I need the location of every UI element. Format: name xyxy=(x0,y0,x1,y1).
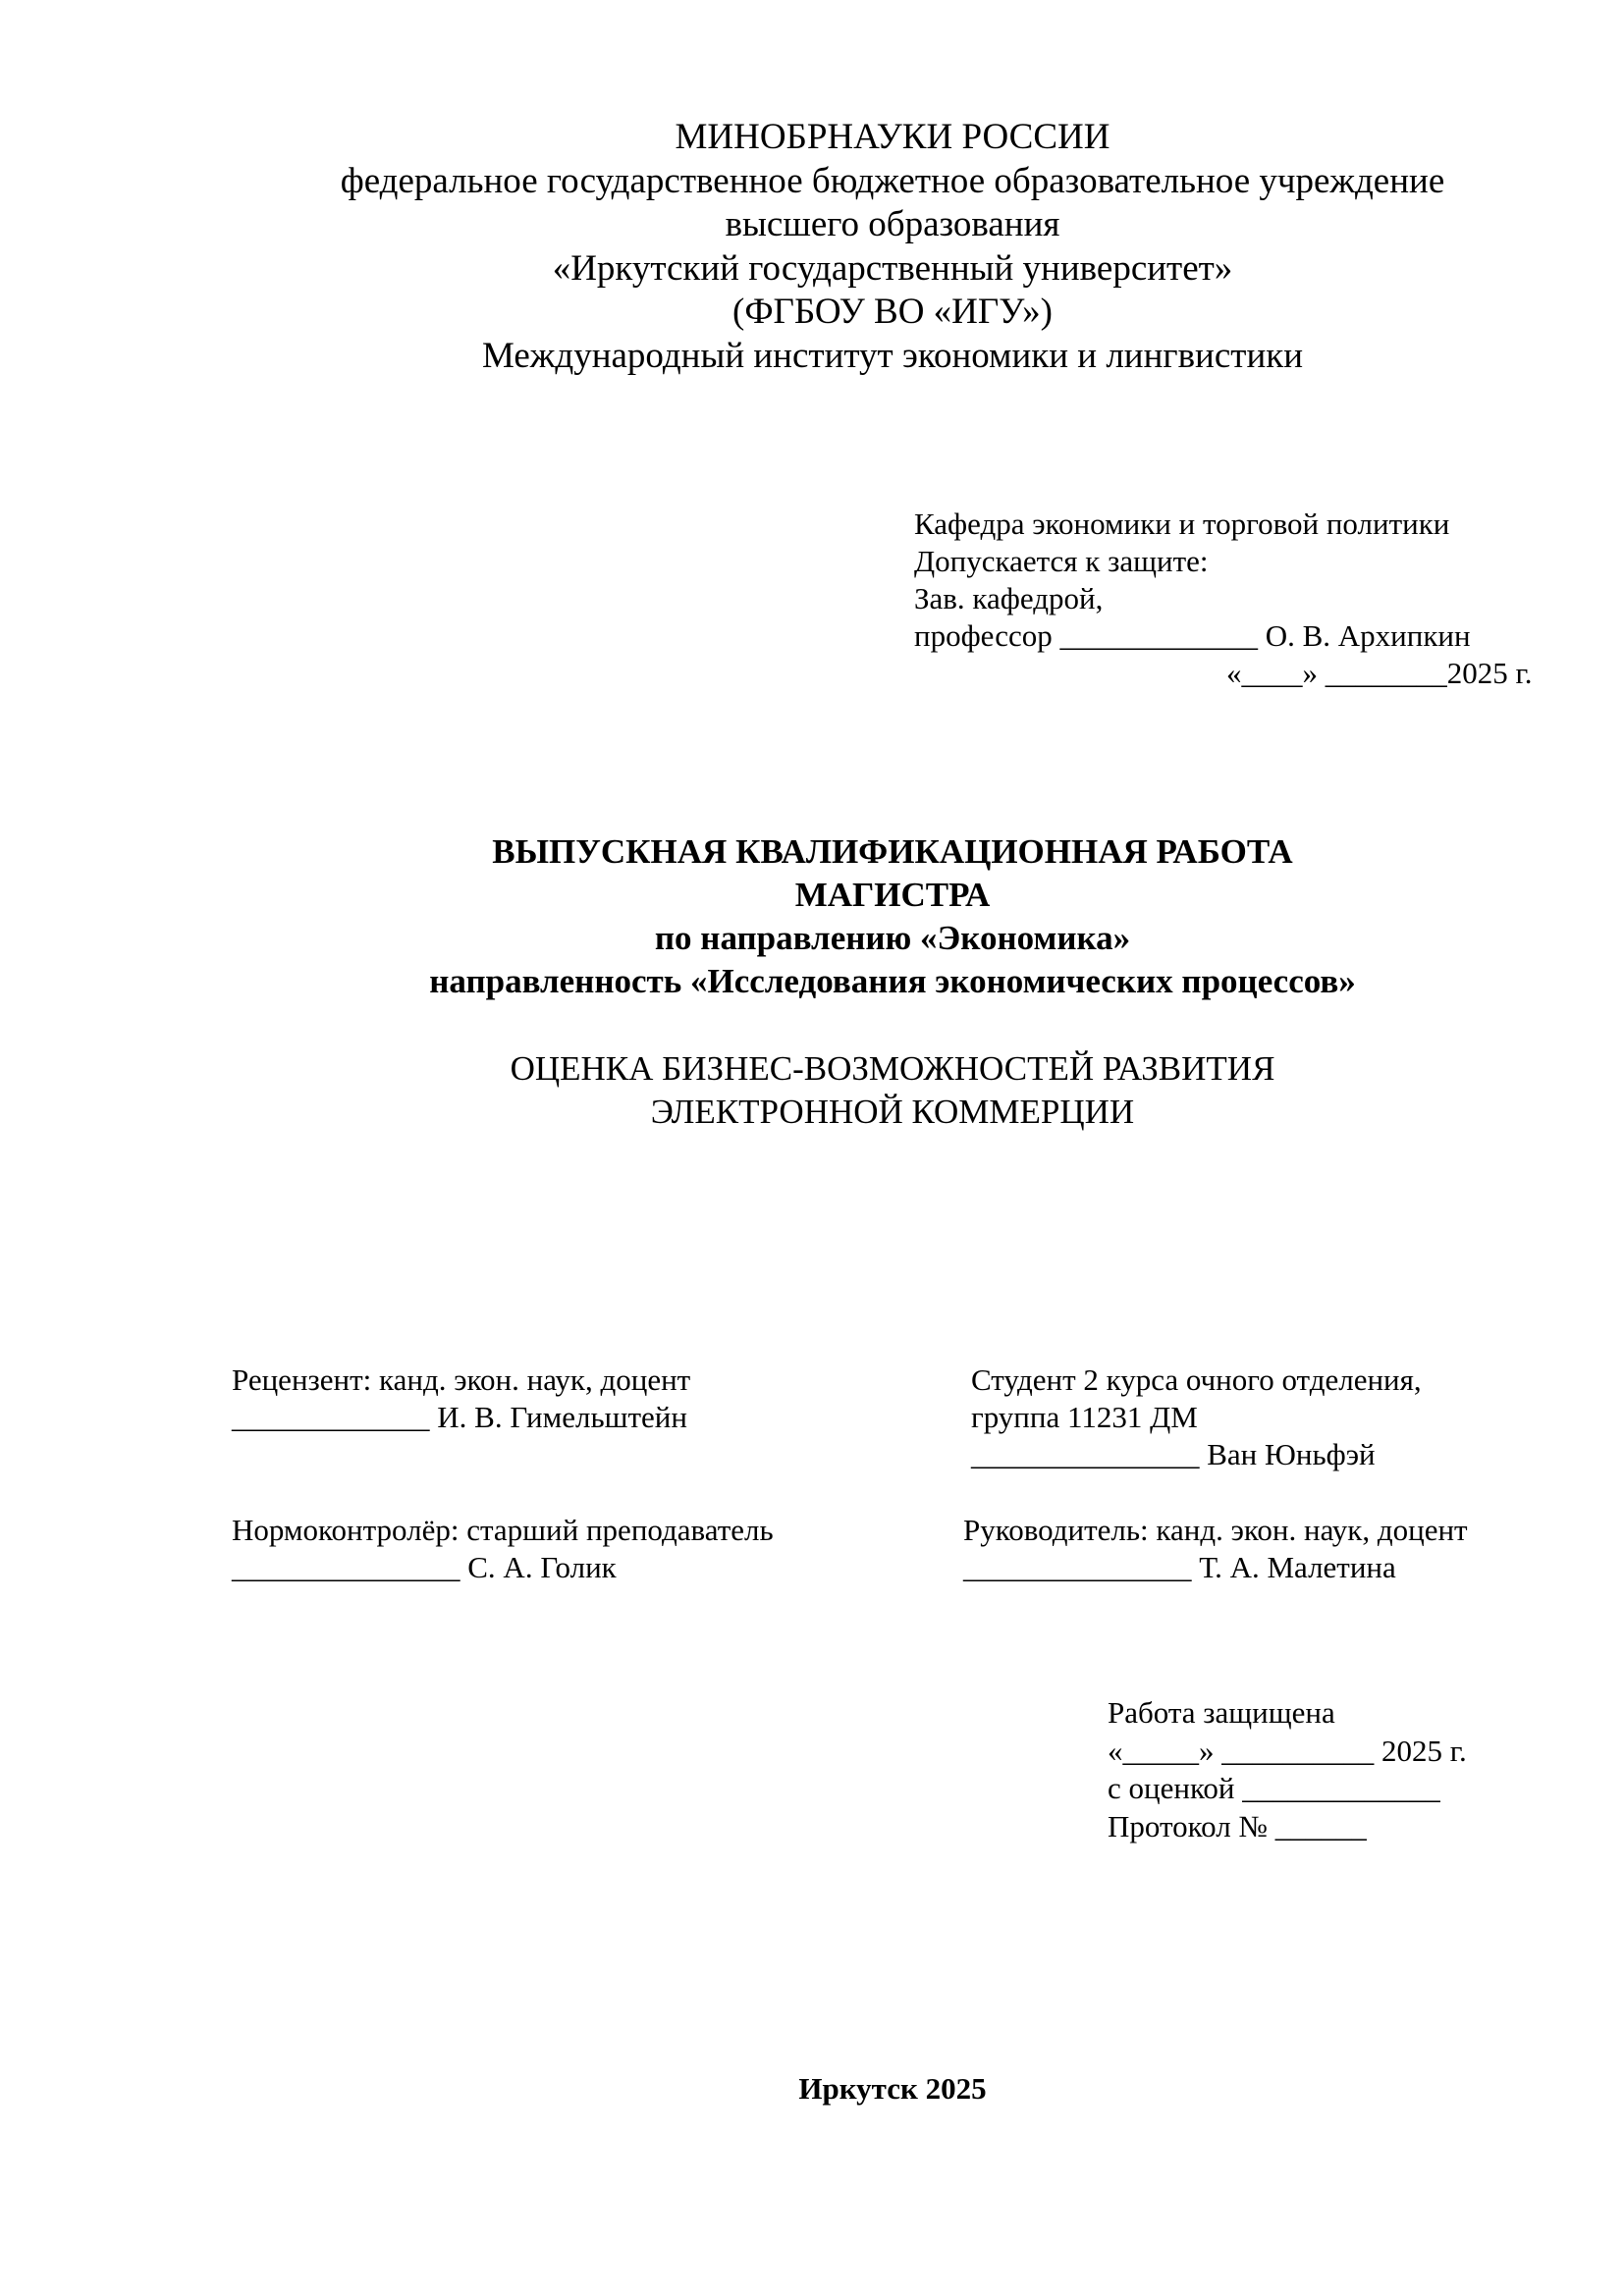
university-name: «Иркутский государственный университет» xyxy=(552,247,1233,289)
thesis-direction: по направлению «Экономика» xyxy=(654,919,1131,957)
defense-protocol: Протокол № ______ xyxy=(1108,1808,1367,1843)
normcontrol-title: Нормоконтролёр: старший преподаватель xyxy=(232,1513,774,1547)
thesis-topic xyxy=(0,1047,1624,1134)
supervisor-title: Руководитель: канд. экон. наук, доцент xyxy=(963,1513,1468,1547)
student-block xyxy=(971,1362,1422,1473)
thesis-type-line-1: ВЫПУСКНАЯ КВАЛИФИКАЦИОННАЯ РАБОТА xyxy=(492,832,1293,871)
department-head-label: Зав. кафедрой, xyxy=(914,581,1104,615)
defense-grade: с оценкой _____________ xyxy=(1108,1771,1440,1805)
thesis-type-line-2: МАГИСТРА xyxy=(794,876,991,914)
admission-label: Допускается к защите: xyxy=(914,544,1209,578)
defense-status: Работа защищена xyxy=(1108,1695,1335,1730)
reviewer-signature: _____________ И. В. Гимельштейн xyxy=(232,1400,687,1434)
defense-block xyxy=(1108,1694,1467,1845)
thesis-topic-line-2: ЭЛЕКТРОННОЙ КОММЕРЦИИ xyxy=(650,1093,1135,1131)
institution-type-line: федеральное государственное бюджетное образовательное учреждение xyxy=(340,160,1445,201)
student-group: группа 11231 ДМ xyxy=(971,1400,1198,1434)
normcontrol-signature: _______________ С. А. Голик xyxy=(232,1550,617,1584)
university-abbreviation: (ФГБОУ ВО «ИГУ») xyxy=(732,292,1053,332)
reviewer-title: Рецензент: канд. экон. наук, доцент xyxy=(232,1362,691,1397)
institute-name: Международный институт экономики и лингвистики xyxy=(481,335,1304,376)
thesis-type-block xyxy=(0,830,1624,1003)
reviewer-block xyxy=(232,1362,690,1436)
supervisor-signature: _______________ Т. А. Малетина xyxy=(963,1550,1396,1584)
student-title: Студент 2 курса очного отделения, xyxy=(971,1362,1422,1397)
defense-date: «_____» __________ 2025 г. xyxy=(1108,1733,1467,1768)
ministry-name: МИНОБРНАУКИ РОССИИ xyxy=(675,117,1110,157)
student-signature: _______________ Ван Юньфэй xyxy=(971,1437,1376,1471)
normcontrol-block xyxy=(232,1512,774,1586)
city-year: Иркутск 2025 xyxy=(798,2071,987,2106)
approval-block xyxy=(914,506,1543,692)
education-level-line: высшего образования xyxy=(725,204,1060,244)
institution-header xyxy=(0,116,1624,378)
supervisor-block xyxy=(963,1512,1468,1586)
department-head-signature: профессор _____________ О. В. Архипкин xyxy=(914,618,1471,653)
thesis-focus: направленность «Исследования экономических процессов» xyxy=(429,962,1356,1000)
department-name: Кафедра экономики и торговой политики xyxy=(914,507,1450,541)
approval-date: «____» ________2025 г. xyxy=(1226,656,1533,690)
thesis-topic-line-1: ОЦЕНКА БИЗНЕС-ВОЗМОЖНОСТЕЙ РАЗВИТИЯ xyxy=(510,1049,1275,1088)
